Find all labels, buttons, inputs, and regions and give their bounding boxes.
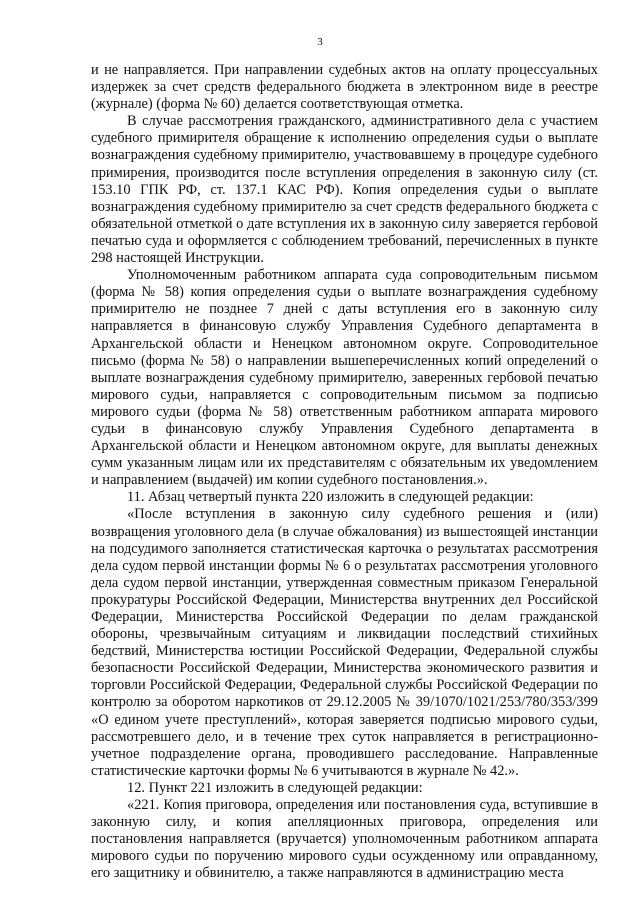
paragraph-mediator-fee: В случае рассмотрения гражданского, административного дела с участием судебного примирителя обращение к исполнению определения судьи о выплате вознаграждения судебному примирителю, участвовавшему в процедуре судебного примирения, производится после вступления определения в законную силу (ст. 153.10 ГПК РФ, ст. 137.1 КАС РФ). Копия определения судьи о выплате вознаграждения судебному примирителю за счет средств федерального бюджета с обязательной отметкой о дате вступления их в законную силу заверяется гербовой печатью суда и оформляется с соблюдением требований, перечисленных в пункте 298 настоящей Инструкции.	[91, 113, 598, 267]
paragraph-item-221-text: «221. Копия приговора, определения или постановления суда, вступившие в законную силу, и копия апелляционных приговора, определения или постановления направляется (вручается) уполномоченным работником аппарата мирового судьи по поручению мирового судьи осужденному или оправданному, его защитнику и обвинителю, а также направляются в администрацию места	[91, 797, 598, 882]
paragraph-cover-letter: Уполномоченным работником аппарата суда сопроводительным письмом (форма № 58) копия определения судьи о выплате вознаграждения судебному примирителю не позднее 7 дней с даты вступления его в законную силу направляется в финансовую службу Управления Судебного департамента в Архангельской области и Ненецком автономном округе. Сопроводительное письмо (форма № 58) о направлении вышеперечисленных копий определений о выплате вознаграждения судебному примирителю, заверенных гербовой печатью мирового судьи, направляется с сопроводительным письмом за подписью мирового судьи (форма № 58) ответственным работником аппарата мирового судьи в финансовую службу Управления Судебного департамента в Архангельской области и Ненецком автономном округе, для выплаты денежных сумм указанным лицам или их представителям с обязательным их уведомлением и направлением (выдачей) им копии судебного постановления.».	[91, 267, 598, 489]
document-body	[91, 62, 598, 883]
page-number: 3	[317, 36, 323, 48]
paragraph-item-12: 12. Пункт 221 изложить в следующей редакции:	[127, 779, 423, 796]
paragraph-item-11: 11. Абзац четвертый пункта 220 изложить в следующей редакции:	[127, 489, 534, 506]
paragraph-item-11-text: «После вступления в законную силу судебного решения и (или) возвращения уголовного дела (в случае обжалования) из вышестоящей инстанции на подсудимого заполняется статистическая карточка о результатах рассмотрения дела судом первой инстанции формы № 6 о результатах рассмотрения уголовного дела судом первой инстанции, утвержденная совместным приказом Генеральной прокуратуры Российской Федерации, Министерства внутренних дел Российской Федерации, Министерства Российской Федерации по делам гражданской обороны, чрезвычайным ситуациям и ликвидации последствий стихийных бедствий, Министерства юстиции Российской Федерации, Федеральной службы безопасности Российской Федерации, Министерства экономического развития и торговли Российской Федерации, Федеральной службы Российской Федерации по контролю за оборотом наркотиков от 29.12.2005 № 39/1070/1021/253/780/353/399 «О едином учете преступлений», которая заверяется подписью мирового судьи, рассмотревшего дело, и в течение трех суток направляется в регистрационно-учетное подразделение органа, проводившего расследование. Направленные статистические карточки формы № 6 учитываются в журнале № 42.».	[91, 506, 598, 779]
paragraph-continuation: и не направляется. При направлении судебных актов на оплату процессуальных издержек за счет средств федерального бюджета в электронном виде в реестре (журнале) (форма № 60) делается соответствующая отметка.	[91, 62, 598, 113]
